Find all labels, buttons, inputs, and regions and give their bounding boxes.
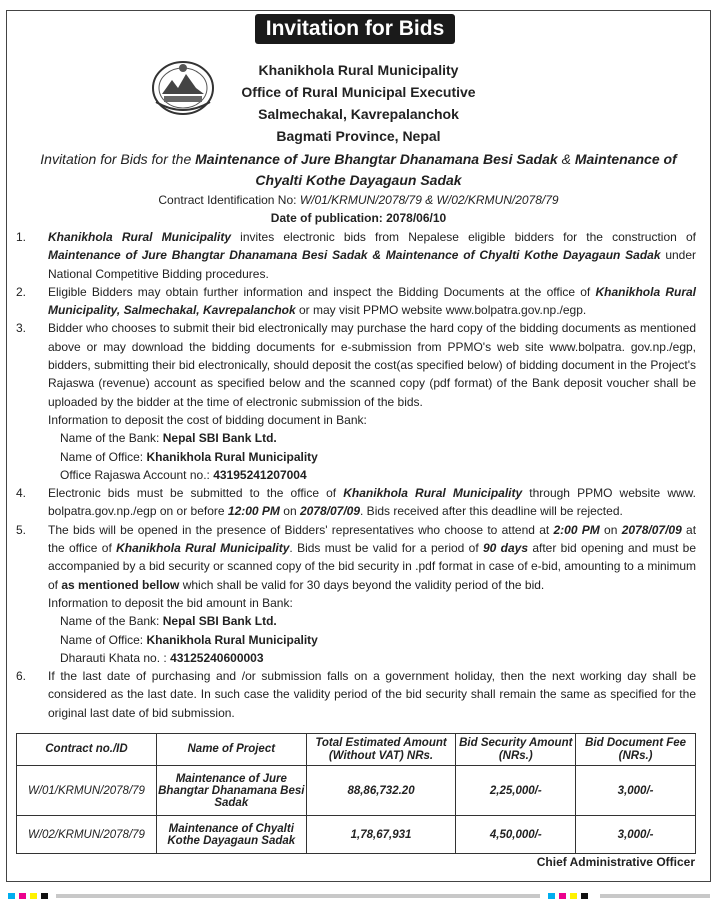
color-registration-strip-left [8, 893, 48, 899]
clauses-list [16, 228, 696, 722]
list-item [16, 667, 696, 722]
header-office: Office of Rural Municipal Executive [241, 84, 476, 100]
contract-identification [0, 193, 717, 207]
cell-bid-security: 2,25,000/- [456, 766, 576, 816]
cell-bid-security: 4,50,000/- [456, 816, 576, 854]
table-row [17, 766, 696, 816]
header-document-fee: Bid Document Fee (NRs.) [576, 734, 696, 766]
cell-contract-no: W/01/KRMUN/2078/79 [17, 766, 157, 816]
cell-document-fee: 3,000/- [576, 766, 696, 816]
item-number: 1. [16, 230, 27, 244]
item-number: 6. [16, 669, 27, 684]
table-row [17, 816, 696, 854]
item-number: 3. [16, 321, 27, 336]
list-item [16, 228, 696, 283]
bid-table [16, 733, 696, 854]
subject-prefix: Invitation for Bids for the [40, 151, 192, 167]
item-text: If the last date of purchasing and /or submission falls on a government holiday, then the next working day shall be considered as the last date. In such case the validity period of the bid security shall remain the same as specified for the original last date of bid submission. [48, 669, 696, 720]
cyan-swatch [8, 893, 15, 899]
item-number: 2. [16, 284, 27, 299]
magenta-swatch [19, 893, 26, 899]
list-item [16, 521, 696, 667]
item-text: The bids will be opened in the presence of Bidders' representatives who choose to attend at 2:00 PM on 2078/07/09 at the office of Khanikhola Rural Municipality. Bids must be valid for a period of 90 days after bid opening and must be accompanied by a bid security or scanned copy of the bid security in .pdf format in case of e-bid, amounting to a minimum of as mentioned bellow which shall be valid for 30 days beyond the validity period of the bid. Information to deposit the bid amount in Bank: Name of the Bank: Nepal SBI Bank Ltd. Name of Office: Khanikhola Rural Municipality Dharauti Khata no. : 43125240600003 [48, 521, 696, 667]
subject-project-1: Maintenance of Jure Bhangtar Dhanamana Besi Sadak [195, 151, 558, 167]
item-text: Bidder who chooses to submit their bid electronically may purchase the hard copy of the bidding documents as mentioned above or may download the bidding documents for e-submission from PPMO's web site www.bolpatra. gov.np./egp, bidders, submitting their bid electronically, should deposit the cost(as specified below) of bidding document in the Project's Rajaswa (revenue) account as specified below and the scanned copy (pdf format) of the Bank deposit voucher shall be uploaded by the bidder at the time of electronic submission of the bids. Information to deposit the cost of bidding document in Bank: Name of the Bank: Nepal SBI Bank Ltd. Name of Office: Khanikhola Rural Municipality Office Rajaswa Account no.: 43195241207004 [48, 319, 696, 484]
color-registration-strip-right [548, 893, 588, 899]
yellow-swatch [570, 893, 577, 899]
yellow-swatch [30, 893, 37, 899]
header-contract-no: Contract no./ID [17, 734, 157, 766]
header-bid-security: Bid Security Amount (NRs.) [456, 734, 576, 766]
list-item [16, 319, 696, 484]
item-number: 4. [16, 486, 27, 501]
item-text: Eligible Bidders may obtain further information and inspect the Bidding Documents at the office of Khanikhola Rural Municipality, Salmechakal, Kavrepalanchok or may visit PPMO website www.bolpatra.gov.np./egp. [48, 284, 697, 318]
header-address: Salmechakal, Kavrepalanchok [258, 106, 459, 122]
black-swatch [41, 893, 48, 899]
magenta-swatch [559, 893, 566, 899]
cyan-swatch [548, 893, 555, 899]
item-text: Electronic bids must be submitted to the office of Khanikhola Rural Municipality through PPMO website www. bolpatra.gov.np./egp on or before 12:00 PM on 2078/07/09. Bids received after this deadline will be rejected. [48, 486, 697, 519]
header-province: Bagmati Province, Nepal [276, 128, 441, 144]
contract-id-label: Contract Identification No: [158, 193, 297, 207]
subject-line [20, 149, 697, 191]
black-swatch [581, 893, 588, 899]
subject-project-2: Maintenance of Chyalti Kothe Dayagaun Sadak [255, 151, 677, 188]
bank-details-1: Name of the Bank: Nepal SBI Bank Ltd. Name of Office: Khanikhola Rural Municipality Office Rajaswa Account no.: 43195241207004 [60, 431, 318, 482]
header-project-name: Name of Project [156, 734, 306, 766]
header-municipality: Khanikhola Rural Municipality [258, 62, 459, 78]
signature-title: Chief Administrative Officer [536, 855, 695, 869]
page-title: Invitation for Bids [255, 14, 455, 44]
item-number: 5. [16, 522, 27, 537]
cell-project-name: Maintenance of Chyalti Kothe Dayagaun Sadak [156, 816, 306, 854]
subject-amp: & [561, 151, 571, 167]
cell-estimated-amount: 88,86,732.20 [306, 766, 456, 816]
table-header-row [17, 734, 696, 766]
registration-bar [56, 894, 540, 898]
cell-contract-no: W/02/KRMUN/2078/79 [17, 816, 157, 854]
contract-id-value: W/01/KRMUN/2078/79 & W/02/KRMUN/2078/79 [299, 193, 559, 207]
publication-date: Date of publication: 2078/06/10 [270, 211, 447, 225]
cell-estimated-amount: 1,78,67,931 [306, 816, 456, 854]
list-item [16, 484, 696, 521]
registration-bar [600, 894, 710, 898]
header-estimated-amount: Total Estimated Amount (Without VAT) NRs. [306, 734, 456, 766]
cell-project-name: Maintenance of Jure Bhangtar Dhanamana Besi Sadak [156, 766, 306, 816]
bank-details-2: Name of the Bank: Nepal SBI Bank Ltd. Name of Office: Khanikhola Rural Municipality Dharauti Khata no. : 43125240600003 [60, 614, 318, 665]
cell-document-fee: 3,000/- [576, 816, 696, 854]
list-item [16, 283, 696, 320]
item-text: Khanikhola Rural Municipality invites electronic bids from Nepalese eligible bidders for the construction of Maintenance of Jure Bhangtar Dhanamana Besi Sadak & Maintenance of Chyalti Kothe Dayagaun Sadak under National Competitive Bidding procedures. [48, 230, 697, 281]
